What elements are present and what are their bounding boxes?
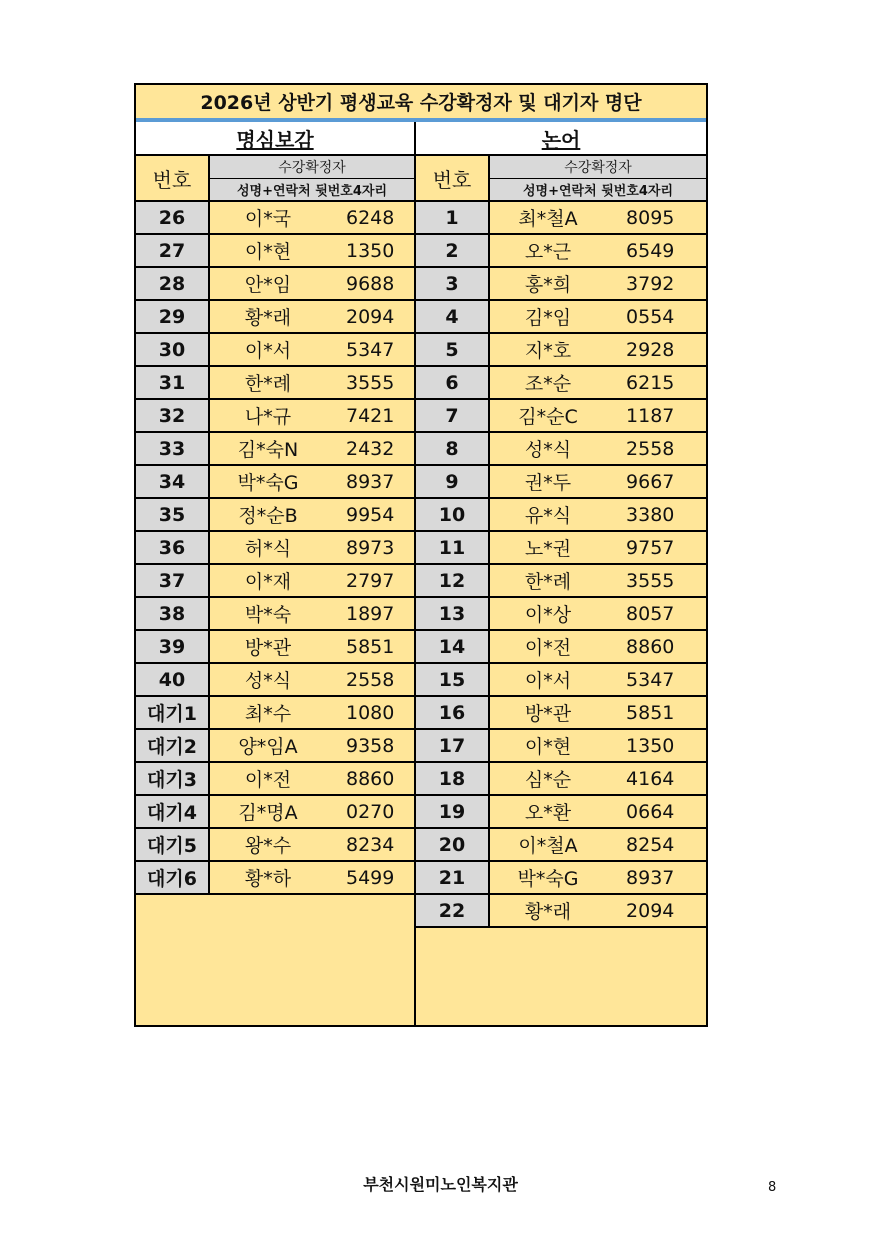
phone-last4: 5851 [346, 635, 395, 658]
person-cell [490, 598, 706, 629]
table-row [136, 730, 414, 763]
person-cell [490, 763, 706, 794]
table-row [416, 730, 706, 763]
person-name: 오*근 [524, 241, 572, 263]
table-row [416, 763, 706, 796]
person-name: 황*래 [524, 901, 572, 923]
person-name: 나*규 [244, 406, 292, 428]
person-name: 한*례 [524, 571, 572, 593]
phone-last4: 6248 [346, 206, 395, 229]
row-number: 36 [136, 532, 210, 563]
person-name: 홍*희 [524, 274, 572, 296]
person-cell [490, 697, 706, 728]
person-name: 권*두 [524, 472, 572, 494]
phone-last4: 2094 [346, 305, 395, 328]
person-cell [490, 400, 706, 431]
person-cell [210, 202, 414, 233]
person-name: 지*호 [524, 340, 572, 362]
person-name: 심*순 [524, 769, 572, 791]
phone-last4: 8057 [626, 602, 675, 625]
left-column [136, 122, 414, 1025]
row-number: 5 [416, 334, 490, 365]
person-name: 이*전 [524, 637, 572, 659]
row-number: 대기6 [136, 862, 210, 893]
row-number: 18 [416, 763, 490, 794]
person-cell [490, 565, 706, 596]
table-row [416, 235, 706, 268]
person-cell [210, 664, 414, 695]
phone-last4: 9954 [346, 503, 395, 526]
person-name: 이*현 [524, 736, 572, 758]
row-number: 20 [416, 829, 490, 860]
table-row [136, 598, 414, 631]
table-row [416, 862, 706, 895]
phone-last4: 5347 [626, 668, 675, 691]
person-cell [210, 367, 414, 398]
phone-last4: 9667 [626, 470, 675, 493]
row-number: 2 [416, 235, 490, 266]
person-name: 김*임 [524, 307, 572, 329]
person-cell [490, 796, 706, 827]
phone-last4: 5499 [346, 866, 395, 889]
table-row [416, 631, 706, 664]
table-row [136, 631, 414, 664]
right-rows [416, 202, 706, 928]
table-row [136, 235, 414, 268]
person-name: 이*서 [244, 340, 292, 362]
section-title-right: 논어 [416, 122, 706, 156]
row-number: 22 [416, 895, 490, 926]
phone-last4: 8860 [626, 635, 675, 658]
phone-last4: 1187 [626, 404, 675, 427]
table-row [416, 829, 706, 862]
empty-area-left [136, 895, 414, 1025]
table-row [136, 796, 414, 829]
phone-last4: 2928 [626, 338, 675, 361]
row-number: 10 [416, 499, 490, 530]
row-number: 4 [416, 301, 490, 332]
phone-last4: 5347 [346, 338, 395, 361]
person-cell [210, 631, 414, 662]
person-name: 이*전 [244, 769, 292, 791]
table-row [416, 466, 706, 499]
sub-header: 성명+연락처 뒷번호4자리 [210, 179, 414, 200]
phone-last4: 8254 [626, 833, 675, 856]
row-number: 대기3 [136, 763, 210, 794]
person-cell [490, 301, 706, 332]
row-number: 28 [136, 268, 210, 299]
row-number: 8 [416, 433, 490, 464]
row-number: 30 [136, 334, 210, 365]
phone-last4: 1350 [626, 734, 675, 757]
table-row [416, 664, 706, 697]
table-row [136, 268, 414, 301]
table-row [136, 301, 414, 334]
row-number: 대기1 [136, 697, 210, 728]
person-cell [490, 202, 706, 233]
person-cell [210, 730, 414, 761]
person-cell [210, 697, 414, 728]
person-cell [210, 334, 414, 365]
row-number: 26 [136, 202, 210, 233]
row-number: 12 [416, 565, 490, 596]
phone-last4: 5851 [626, 701, 675, 724]
row-number: 9 [416, 466, 490, 497]
person-cell [490, 367, 706, 398]
person-name: 이*국 [244, 208, 292, 230]
phone-last4: 2094 [626, 899, 675, 922]
person-cell [210, 862, 414, 893]
person-name: 성*식 [524, 439, 572, 461]
document-title: 2026년 상반기 평생교육 수강확정자 및 대기자 명단 [134, 83, 708, 118]
phone-last4: 9358 [346, 734, 395, 757]
person-name: 김*숙N [237, 439, 299, 461]
person-cell [210, 301, 414, 332]
person-cell [210, 598, 414, 629]
sub-header: 성명+연락처 뒷번호4자리 [490, 179, 706, 200]
right-column [414, 122, 706, 1025]
person-name: 방*관 [524, 703, 572, 725]
row-number: 14 [416, 631, 490, 662]
table-row [136, 433, 414, 466]
person-name: 조*순 [524, 373, 572, 395]
phone-last4: 8973 [346, 536, 395, 559]
table-row [136, 565, 414, 598]
table-row [416, 433, 706, 466]
table-row [416, 367, 706, 400]
table-row [416, 796, 706, 829]
header-row-right [416, 156, 706, 202]
row-number: 29 [136, 301, 210, 332]
person-name: 이*철A [518, 835, 578, 857]
group-header: 수강확정자 [490, 156, 706, 179]
person-cell [210, 532, 414, 563]
row-number: 21 [416, 862, 490, 893]
person-name: 박*숙G [517, 868, 579, 890]
person-cell [490, 433, 706, 464]
table-row [416, 400, 706, 433]
row-number: 1 [416, 202, 490, 233]
phone-last4: 3792 [626, 272, 675, 295]
person-name: 박*숙 [244, 604, 292, 626]
table-row [416, 598, 706, 631]
person-cell [210, 796, 414, 827]
table-row [416, 202, 706, 235]
row-number: 32 [136, 400, 210, 431]
table-row [416, 565, 706, 598]
phone-last4: 6215 [626, 371, 675, 394]
table-row [136, 202, 414, 235]
phone-last4: 0554 [626, 305, 675, 328]
phone-last4: 0664 [626, 800, 675, 823]
table-row [416, 532, 706, 565]
person-name: 김*순C [518, 406, 578, 428]
row-number: 대기4 [136, 796, 210, 827]
person-name: 유*식 [524, 505, 572, 527]
row-number: 40 [136, 664, 210, 695]
row-number: 31 [136, 367, 210, 398]
phone-last4: 3555 [346, 371, 395, 394]
person-cell [210, 433, 414, 464]
phone-last4: 8095 [626, 206, 675, 229]
person-cell [210, 829, 414, 860]
phone-last4: 6549 [626, 239, 675, 262]
table-row [416, 895, 706, 928]
roster-table [134, 83, 708, 1027]
phone-last4: 0270 [346, 800, 395, 823]
person-name: 안*임 [244, 274, 292, 296]
row-number: 대기2 [136, 730, 210, 761]
person-name: 박*숙G [237, 472, 299, 494]
person-name: 이*서 [524, 670, 572, 692]
person-cell [490, 829, 706, 860]
table-row [136, 400, 414, 433]
person-cell [490, 730, 706, 761]
page-number: 8 [768, 1180, 777, 1195]
person-name: 허*식 [244, 538, 292, 560]
person-cell [490, 334, 706, 365]
phone-last4: 8860 [346, 767, 395, 790]
person-cell [210, 400, 414, 431]
person-cell [490, 466, 706, 497]
row-number: 3 [416, 268, 490, 299]
person-name: 정*순B [238, 505, 298, 527]
person-cell [490, 268, 706, 299]
phone-last4: 2432 [346, 437, 395, 460]
person-name: 이*상 [524, 604, 572, 626]
table-row [416, 268, 706, 301]
row-number: 7 [416, 400, 490, 431]
row-number: 38 [136, 598, 210, 629]
row-number: 35 [136, 499, 210, 530]
row-number: 27 [136, 235, 210, 266]
table-row [416, 697, 706, 730]
person-cell [490, 895, 706, 926]
person-name: 이*재 [244, 571, 292, 593]
person-cell [490, 664, 706, 695]
row-number: 33 [136, 433, 210, 464]
person-name: 최*철A [518, 208, 578, 230]
table-row [136, 499, 414, 532]
row-number: 16 [416, 697, 490, 728]
group-header: 수강확정자 [210, 156, 414, 179]
table-row [416, 499, 706, 532]
row-number: 17 [416, 730, 490, 761]
table-row [416, 334, 706, 367]
row-number: 37 [136, 565, 210, 596]
person-name: 오*환 [524, 802, 572, 824]
person-name: 김*명A [238, 802, 298, 824]
phone-last4: 9757 [626, 536, 675, 559]
row-number: 13 [416, 598, 490, 629]
num-header: 번호 [416, 156, 490, 200]
row-number: 19 [416, 796, 490, 827]
phone-last4: 3555 [626, 569, 675, 592]
phone-last4: 2558 [346, 668, 395, 691]
empty-area-right [416, 928, 706, 1025]
person-cell [490, 862, 706, 893]
table-row [416, 301, 706, 334]
header-row-left [136, 156, 414, 202]
row-number: 대기5 [136, 829, 210, 860]
person-name: 이*현 [244, 241, 292, 263]
phone-last4: 8937 [346, 470, 395, 493]
left-rows [136, 202, 414, 895]
person-cell [490, 235, 706, 266]
person-name: 노*권 [524, 538, 572, 560]
table-row [136, 532, 414, 565]
row-number: 11 [416, 532, 490, 563]
table-row [136, 334, 414, 367]
num-header: 번호 [136, 156, 210, 200]
person-cell [210, 235, 414, 266]
person-name: 황*래 [244, 307, 292, 329]
table-row [136, 697, 414, 730]
section-title-left: 명심보감 [136, 122, 414, 156]
footer-org: 부천시원미노인복지관 [363, 1175, 518, 1194]
phone-last4: 9688 [346, 272, 395, 295]
table-row [136, 367, 414, 400]
table-row [136, 763, 414, 796]
table-row [136, 466, 414, 499]
person-cell [490, 499, 706, 530]
row-number: 15 [416, 664, 490, 695]
person-cell [210, 466, 414, 497]
row-number: 6 [416, 367, 490, 398]
person-name: 최*수 [244, 703, 292, 725]
row-number: 39 [136, 631, 210, 662]
phone-last4: 1897 [346, 602, 395, 625]
person-cell [210, 268, 414, 299]
person-cell [210, 763, 414, 794]
phone-last4: 1350 [346, 239, 395, 262]
person-cell [490, 631, 706, 662]
person-cell [210, 499, 414, 530]
table-row [136, 664, 414, 697]
person-cell [490, 532, 706, 563]
table-row [136, 829, 414, 862]
person-name: 한*례 [244, 373, 292, 395]
person-name: 왕*수 [244, 835, 292, 857]
person-cell [210, 565, 414, 596]
phone-last4: 8234 [346, 833, 395, 856]
phone-last4: 4164 [626, 767, 675, 790]
phone-last4: 2797 [346, 569, 395, 592]
phone-last4: 3380 [626, 503, 675, 526]
person-name: 양*임A [238, 736, 298, 758]
person-name: 성*식 [244, 670, 292, 692]
table-row [136, 862, 414, 895]
person-name: 방*관 [244, 637, 292, 659]
phone-last4: 1080 [346, 701, 395, 724]
row-number: 34 [136, 466, 210, 497]
phone-last4: 8937 [626, 866, 675, 889]
phone-last4: 2558 [626, 437, 675, 460]
person-name: 황*하 [244, 868, 292, 890]
phone-last4: 7421 [346, 404, 395, 427]
